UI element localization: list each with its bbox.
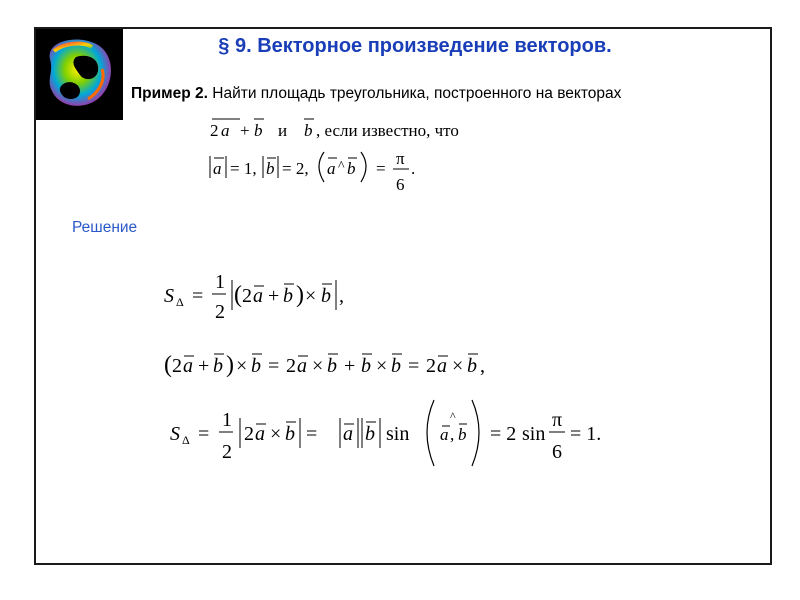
svg-text:a: a	[255, 423, 265, 445]
svg-text:): )	[296, 282, 304, 308]
svg-text:=: =	[192, 285, 204, 307]
svg-text:b: b	[266, 159, 275, 178]
svg-text:×: ×	[270, 423, 282, 445]
surface-logo-icon	[36, 29, 123, 120]
svg-text:,: ,	[450, 425, 455, 444]
svg-text:1: 1	[222, 409, 232, 431]
svg-text:b: b	[327, 355, 337, 377]
svg-text:b: b	[391, 355, 401, 377]
svg-text:b: b	[254, 121, 263, 140]
svg-text:S: S	[164, 285, 174, 307]
svg-text:^: ^	[450, 409, 456, 423]
svg-text:b: b	[321, 285, 331, 307]
svg-text:2: 2	[215, 301, 225, 323]
svg-text:π: π	[552, 409, 563, 431]
svg-text:a: a	[440, 425, 449, 444]
svg-text:a: a	[437, 355, 447, 377]
svg-text:= 2,: = 2,	[282, 159, 309, 178]
svg-text:=: =	[408, 355, 420, 377]
svg-text:a: a	[183, 355, 193, 377]
svg-text:2: 2	[210, 121, 219, 140]
svg-text:π: π	[396, 149, 405, 168]
svg-text:×: ×	[376, 355, 388, 377]
svg-text:+: +	[198, 355, 210, 377]
svg-text:×: ×	[312, 355, 324, 377]
svg-text:=: =	[198, 423, 210, 445]
svg-text:a: a	[343, 423, 353, 445]
svg-text:×: ×	[236, 355, 248, 377]
svg-text:(: (	[164, 352, 172, 378]
svg-text:2: 2	[222, 441, 232, 463]
svg-text:b: b	[285, 423, 295, 445]
svg-text:= 1,: = 1,	[230, 159, 257, 178]
svg-text:a: a	[297, 355, 307, 377]
svg-text:S: S	[170, 423, 180, 445]
svg-text:b: b	[347, 159, 356, 178]
svg-text:2: 2	[286, 355, 296, 377]
and-word: и	[278, 121, 288, 140]
svg-text:b: b	[213, 355, 223, 377]
svg-text:^: ^	[338, 159, 345, 174]
svg-text:=: =	[376, 159, 386, 178]
svg-text:+: +	[240, 121, 250, 140]
svg-text:+: +	[344, 355, 356, 377]
svg-text:,: ,	[339, 285, 344, 307]
svg-text:a: a	[327, 159, 336, 178]
svg-text:b: b	[251, 355, 261, 377]
svg-text:a: a	[221, 121, 230, 140]
svg-text:sin: sin	[522, 423, 546, 445]
svg-text:b: b	[365, 423, 375, 445]
svg-text:×: ×	[305, 285, 317, 307]
svg-text:1: 1	[215, 271, 225, 293]
svg-text:6: 6	[552, 441, 562, 463]
svg-text:b: b	[361, 355, 371, 377]
svg-text:=: =	[268, 355, 280, 377]
example-label: Пример 2.	[131, 85, 208, 102]
svg-text:): )	[226, 352, 234, 378]
slide-frame	[34, 27, 772, 565]
svg-text:2: 2	[426, 355, 436, 377]
svg-text:6: 6	[396, 175, 405, 194]
example-text: Найти площадь треугольника, построенного на векторах	[212, 85, 622, 102]
svg-text:= 1.: = 1.	[570, 423, 602, 445]
svg-text:,: ,	[480, 355, 485, 377]
example-statement	[131, 85, 621, 103]
svg-text:b: b	[467, 355, 477, 377]
svg-text:2: 2	[244, 423, 254, 445]
svg-text:a: a	[253, 285, 263, 307]
formula-cross-product	[160, 340, 560, 391]
svg-text:+: +	[268, 285, 280, 307]
svg-text:sin: sin	[386, 423, 410, 445]
svg-text:Δ: Δ	[182, 433, 190, 447]
svg-text:=: =	[306, 423, 318, 445]
svg-text:= 2: = 2	[490, 423, 517, 445]
svg-text:b: b	[458, 425, 467, 444]
formula-final	[160, 396, 620, 477]
svg-text:Δ: Δ	[176, 295, 184, 309]
page-title: § 9. Векторное произведение векторов.	[218, 35, 612, 57]
svg-text:2: 2	[172, 355, 182, 377]
svg-text:(: (	[234, 282, 242, 308]
condition-text: , если известно, что	[316, 121, 459, 140]
svg-text:.: .	[411, 159, 416, 178]
given-conditions	[206, 114, 506, 209]
svg-text:2: 2	[242, 285, 252, 307]
solution-label: Решение	[72, 219, 138, 236]
svg-text:b: b	[304, 121, 313, 140]
svg-text:b: b	[283, 285, 293, 307]
formula-area	[160, 266, 380, 331]
svg-text:×: ×	[452, 355, 464, 377]
svg-text:a: a	[213, 159, 222, 178]
